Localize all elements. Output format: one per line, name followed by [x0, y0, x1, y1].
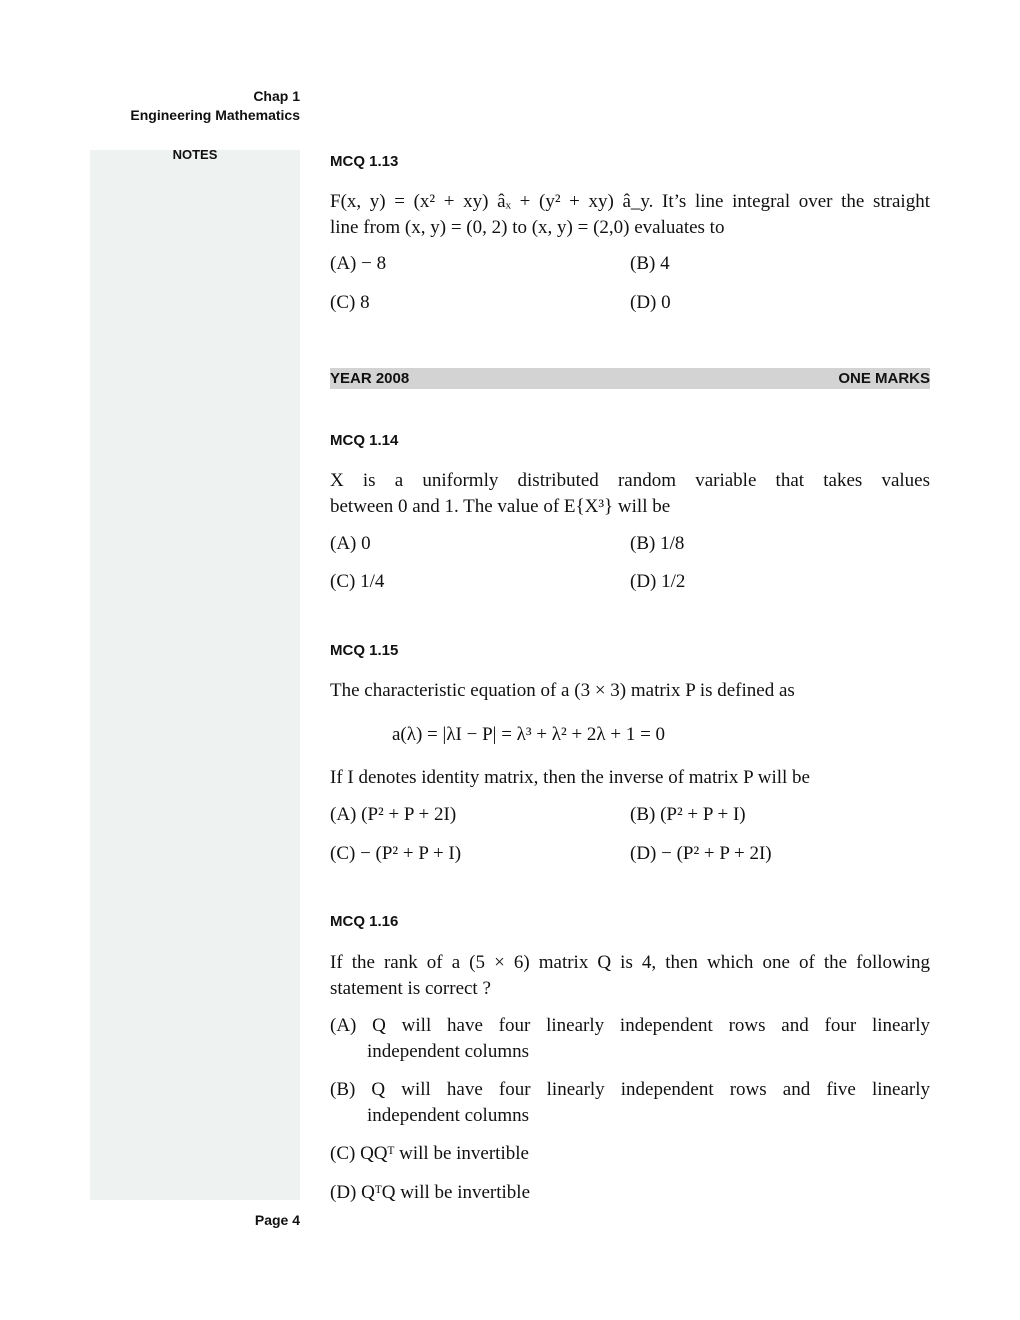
- option-b: (B) 1/8: [630, 533, 685, 554]
- option-b: (B) 4: [630, 253, 670, 274]
- question-number: MCQ 1.13: [330, 153, 399, 170]
- option-a: (A) Q will have four linearly independent rows and four linearly: [330, 1015, 930, 1036]
- option-c: (C) QQᵀ will be invertible: [330, 1143, 529, 1164]
- question-text: If I denotes identity matrix, then the inverse of matrix P will be: [330, 767, 810, 788]
- question-text: F(x, y) = (x² + xy) âₓ + (y² + xy) â_y. It’s line integral over the straight: [330, 191, 930, 212]
- subject-label: Engineering Mathematics: [130, 107, 300, 123]
- question-text: between 0 and 1. The value of E{X³} will be: [330, 496, 671, 517]
- question-text: statement is correct ?: [330, 978, 491, 999]
- option-b: (B) (P² + P + I): [630, 804, 746, 825]
- question-number: MCQ 1.16: [330, 913, 399, 930]
- notes-sidebar: [90, 147, 300, 1200]
- option-d: (D) 0: [630, 292, 671, 313]
- option-c: (C) − (P² + P + I): [330, 843, 462, 864]
- option-d: (D) − (P² + P + 2I): [630, 843, 772, 864]
- question-text: line from (x, y) = (0, 2) to (x, y) = (2,0) evaluates to: [330, 217, 725, 238]
- page-number: Page 4: [254, 1212, 300, 1228]
- option-a: (A) (P² + P + 2I): [330, 804, 457, 825]
- marks-label: ONE MARKS: [838, 370, 930, 387]
- option-c: (C) 8: [330, 292, 370, 313]
- chapter-label: Chap 1: [253, 88, 300, 104]
- option-a-continued: independent columns: [367, 1041, 529, 1062]
- option-a: (A) − 8: [330, 253, 387, 274]
- year-section-bar: [330, 368, 930, 389]
- notes-label: NOTES: [172, 147, 218, 162]
- option-c: (C) 1/4: [330, 571, 385, 592]
- option-d: (D) 1/2: [630, 571, 686, 592]
- question-text: X is a uniformly distributed random variable that takes values: [330, 470, 930, 491]
- option-a: (A) 0: [330, 533, 371, 554]
- option-d: (D) QᵀQ will be invertible: [330, 1182, 531, 1203]
- option-b: (B) Q will have four linearly independent rows and five linearly: [330, 1079, 930, 1100]
- equation: a(λ) = |λI − P| = λ³ + λ² + 2λ + 1 = 0: [392, 724, 666, 745]
- question-number: MCQ 1.14: [330, 432, 399, 449]
- question-text: The characteristic equation of a (3 × 3) matrix P is defined as: [330, 680, 795, 701]
- option-b-continued: independent columns: [367, 1105, 529, 1126]
- question-text: If the rank of a (5 × 6) matrix Q is 4, then which one of the following: [330, 952, 930, 973]
- year-label: YEAR 2008: [330, 370, 410, 387]
- question-number: MCQ 1.15: [330, 642, 399, 659]
